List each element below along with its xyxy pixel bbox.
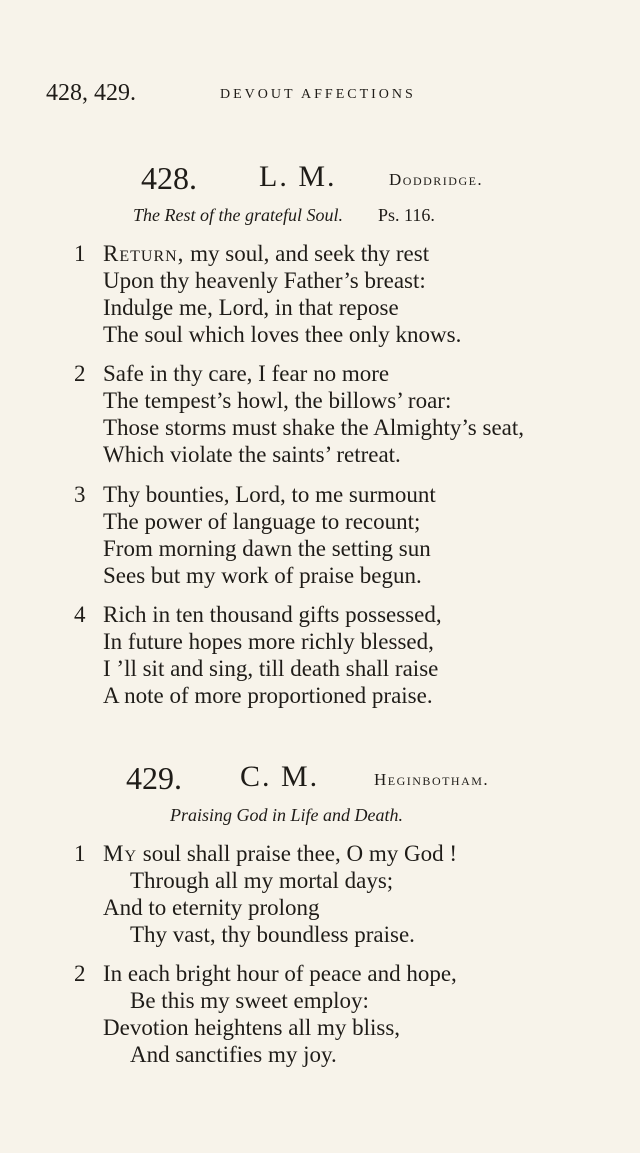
hymn-author: Heginbotham. [374, 770, 490, 789]
stanza-first-word: Return, [103, 241, 185, 266]
stanza-line: Devotion heightens all my bliss, [103, 1015, 401, 1040]
running-head-numbers: 428, 429. [46, 80, 136, 106]
hymn-428-subtitle [133, 205, 435, 226]
stanza-number: 2 [74, 961, 86, 986]
hymn-author: Doddridge. [389, 170, 484, 189]
stanza-line: The power of language to recount; [103, 509, 421, 534]
stanza-number: 3 [74, 482, 86, 507]
stanza-line: Thy vast, thy boundless praise. [130, 922, 415, 947]
stanza-line: In future hopes more richly blessed, [103, 629, 434, 654]
hymn-429-heading [126, 760, 526, 800]
hymn-title: The Rest of the grateful Soul. [133, 205, 343, 225]
stanza-number: 2 [74, 361, 86, 386]
stanza-line: Rich in ten thousand gifts possessed, [103, 602, 442, 627]
stanza-line: Which violate the saints’ retreat. [103, 442, 401, 467]
stanza-number: 1 [74, 841, 86, 866]
stanza-number: 1 [74, 241, 86, 266]
hymn-429-subtitle [170, 805, 403, 826]
stanza-line: Safe in thy care, I fear no more [103, 361, 390, 386]
stanza-line: Indulge me, Lord, in that repose [103, 295, 399, 320]
running-head-title: DEVOUT AFFECTIONS [220, 87, 416, 102]
stanza-number: 4 [74, 602, 86, 627]
stanza-line: And sanctifies my joy. [130, 1042, 337, 1067]
stanza-line: Through all my mortal days; [130, 868, 394, 893]
psalm-reference: Ps. 116. [377, 205, 435, 225]
stanza-line: my soul, and seek thy rest [184, 241, 430, 266]
stanza-line: The soul which loves thee only knows. [103, 322, 462, 347]
hymn-428-heading [141, 160, 521, 200]
stanza-first-word: My [103, 841, 138, 866]
stanza-line: soul shall praise thee, O my God ! [137, 841, 458, 866]
running-head [46, 80, 446, 110]
stanza-line: In each bright hour of peace and hope, [103, 961, 457, 986]
stanza-line: A note of more proportioned praise. [103, 683, 433, 708]
hymn-number: 429. [126, 760, 182, 796]
stanza-line: I ’ll sit and sing, till death shall raise [103, 656, 439, 681]
hymn-number: 428. [141, 160, 197, 196]
stanza-line: Upon thy heavenly Father’s breast: [103, 268, 426, 293]
hymn-meter: C. M. [240, 760, 320, 793]
stanza-line: Be this my sweet employ: [130, 988, 369, 1013]
stanza-line: From morning dawn the setting sun [103, 536, 431, 561]
stanza-line: And to eternity prolong [103, 895, 320, 920]
stanza-line: Sees but my work of praise begun. [103, 563, 422, 588]
stanza-line: The tempest’s howl, the billows’ roar: [103, 388, 452, 413]
stanza-line: Thy bounties, Lord, to me surmount [103, 482, 436, 507]
stanza-line: Those storms must shake the Almighty’s seat, [103, 415, 524, 440]
hymn-meter: L. M. [259, 160, 337, 193]
hymn-title: Praising God in Life and Death. [170, 805, 403, 825]
